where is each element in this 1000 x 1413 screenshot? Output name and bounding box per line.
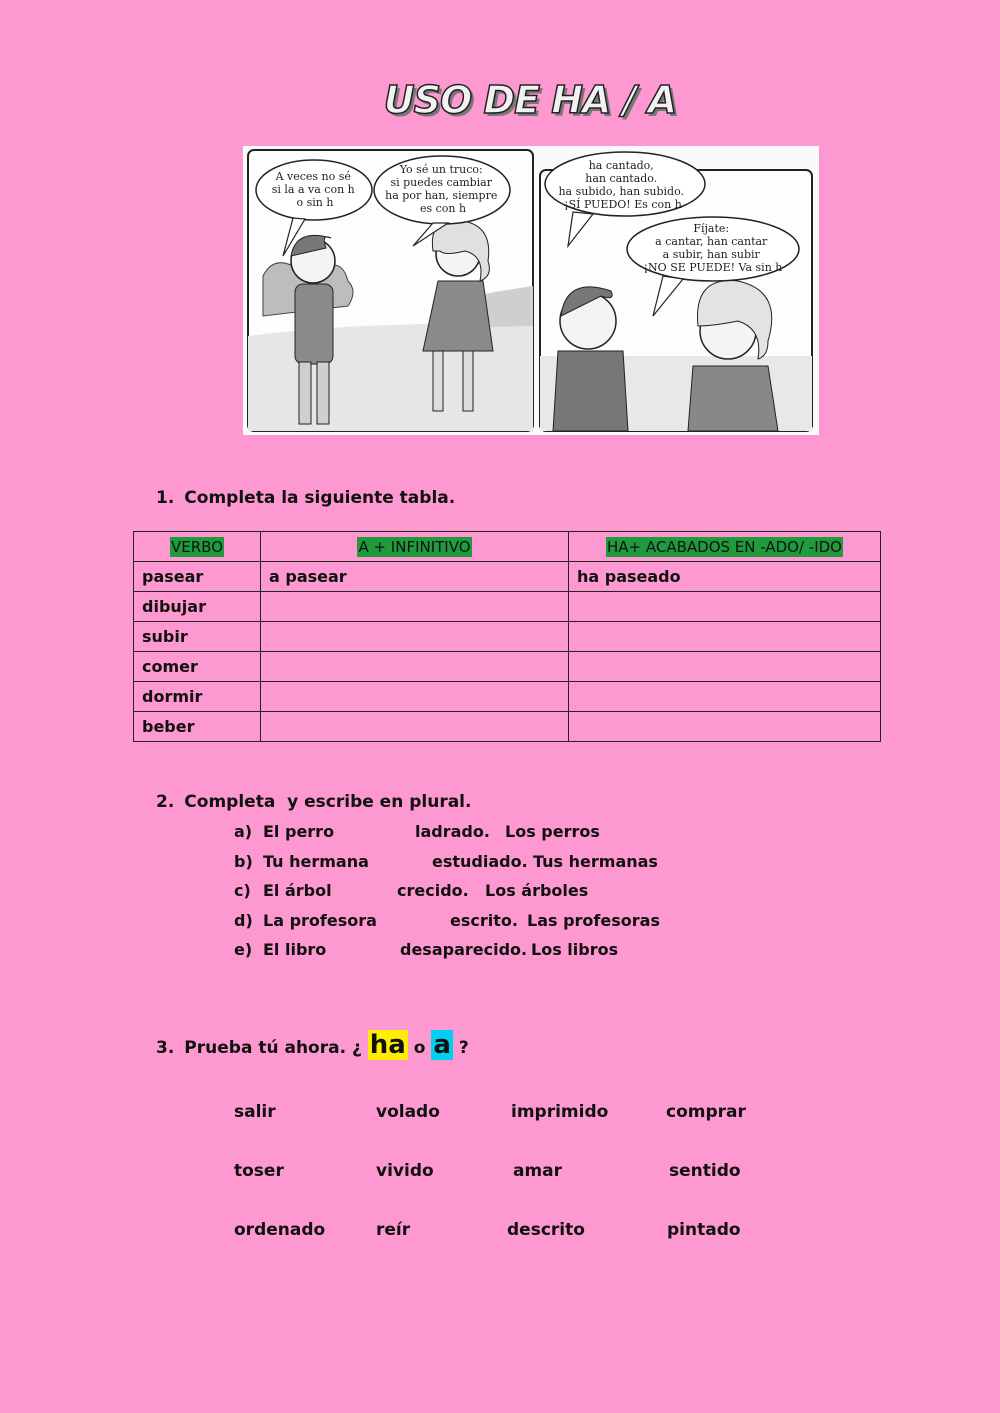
table-row: [134, 562, 881, 592]
table-header-row: [134, 532, 881, 562]
a-infinitive-cell[interactable]: a pasear: [261, 562, 569, 592]
ha-participle-cell[interactable]: [569, 682, 881, 712]
exercise3-number: 3.: [156, 1038, 175, 1058]
item-plural: Tus hermanas: [533, 851, 658, 871]
bubble2-line: ha por han, siempre: [385, 189, 498, 202]
word-item[interactable]: comprar: [666, 1102, 746, 1122]
item-letter: a): [234, 822, 253, 841]
exercise1-number: 1.: [156, 488, 175, 508]
item-letter: b): [234, 851, 253, 871]
a-infinitive-cell[interactable]: [261, 712, 569, 742]
a-infinitive-cell[interactable]: [261, 652, 569, 682]
a-option: a: [433, 1030, 451, 1060]
verb-cell: pasear: [134, 562, 261, 592]
bubble1-line: si la a va con h: [271, 183, 355, 196]
item-subject: Tu hermana: [263, 851, 369, 871]
word-item[interactable]: salir: [234, 1102, 276, 1122]
word-item[interactable]: volado: [376, 1102, 440, 1122]
header-verbo: VERBO: [134, 532, 261, 562]
table-row: [134, 622, 881, 652]
word-item[interactable]: toser: [234, 1161, 284, 1181]
header-ha-participio: HA+ ACABADOS EN -ADO/ -IDO: [569, 532, 881, 562]
verb-cell: beber: [134, 712, 261, 742]
exercise3-heading: [156, 1030, 469, 1060]
bubble1-line: o sin h: [296, 196, 334, 209]
page-title: USO DE HA / A: [383, 78, 677, 122]
ha-option: ha: [369, 1030, 406, 1060]
bubble2-line: si puedes cambiar: [390, 176, 493, 189]
verb-cell: comer: [134, 652, 261, 682]
bubble2-line: es con h: [419, 202, 467, 215]
bubble4-line: a cantar, han cantar: [655, 235, 768, 248]
verb-cell: subir: [134, 622, 261, 652]
exercise3-instruction: Prueba tú ahora. ¿: [184, 1038, 362, 1058]
bubble1-line: A veces no sé: [275, 170, 351, 183]
ha-participle-cell[interactable]: [569, 622, 881, 652]
ha-participle-cell[interactable]: ha paseado: [569, 562, 881, 592]
a-infinitive-cell[interactable]: [261, 622, 569, 652]
bubble3-line: ha cantado,: [588, 159, 654, 172]
bubble3-line: ¡SÍ PUEDO! Es con h: [564, 198, 682, 211]
item-letter: e): [234, 940, 253, 960]
ha-participle-cell[interactable]: [569, 592, 881, 622]
item-subject: El perro: [263, 822, 335, 841]
comic-illustration: [243, 146, 819, 435]
a-infinitive-cell[interactable]: [261, 592, 569, 622]
ha-participle-cell[interactable]: [569, 652, 881, 682]
exercise2-heading: [156, 792, 471, 812]
bubble4-line: ¡NO SE PUEDE! Va sin h: [643, 261, 783, 274]
exercise1-heading: [156, 488, 455, 508]
ha-participle-cell[interactable]: [569, 712, 881, 742]
word-item[interactable]: descrito: [507, 1220, 585, 1240]
item-subject: La profesora: [263, 910, 377, 930]
item-plural: Los perros: [505, 822, 600, 841]
word-item[interactable]: reír: [376, 1220, 411, 1240]
exercise2-instruction: Completa y escribe en plural.: [184, 792, 472, 812]
table-row: [134, 682, 881, 712]
exercise1-instruction: Completa la siguiente tabla.: [184, 488, 456, 508]
word-item[interactable]: imprimido: [511, 1102, 609, 1122]
item-subject: El árbol: [263, 881, 332, 901]
word-item[interactable]: vivido: [376, 1161, 434, 1181]
item-plural: Los libros: [531, 940, 619, 960]
item-plural: Las profesoras: [527, 910, 660, 930]
word-item[interactable]: pintado: [667, 1220, 741, 1240]
word-item[interactable]: amar: [513, 1161, 563, 1181]
word-item[interactable]: sentido: [669, 1161, 741, 1181]
verb-cell: dibujar: [134, 592, 261, 622]
table-row: [134, 652, 881, 682]
bubble3-line: ha subido, han subido.: [558, 185, 685, 198]
item-plural: Los árboles: [485, 881, 589, 901]
item-participle: estudiado.: [432, 851, 528, 871]
item-participle: desaparecido.: [400, 940, 528, 960]
item-participle: crecido.: [397, 881, 469, 901]
word-item[interactable]: ordenado: [234, 1220, 326, 1240]
exercise2-number: 2.: [156, 792, 175, 812]
header-a-infinitivo: A + INFINITIVO: [261, 532, 569, 562]
table-row: [134, 712, 881, 742]
bubble4-line: Fíjate:: [693, 222, 730, 235]
question-close: ?: [458, 1038, 469, 1058]
bubble4-line: a subir, han subir: [662, 248, 760, 261]
connector-text: o: [413, 1038, 426, 1058]
bubble2-line: Yo sé un truco:: [399, 163, 483, 176]
item-participle: escrito.: [450, 910, 518, 930]
table-row: [134, 592, 881, 622]
item-participle: ladrado.: [415, 822, 490, 841]
item-subject: El libro: [263, 940, 327, 960]
verb-cell: dormir: [134, 682, 261, 712]
item-letter: c): [234, 881, 251, 901]
verb-table: [133, 531, 881, 742]
a-infinitive-cell[interactable]: [261, 682, 569, 712]
bubble3-line: han cantado.: [585, 172, 658, 185]
item-letter: d): [234, 910, 253, 930]
